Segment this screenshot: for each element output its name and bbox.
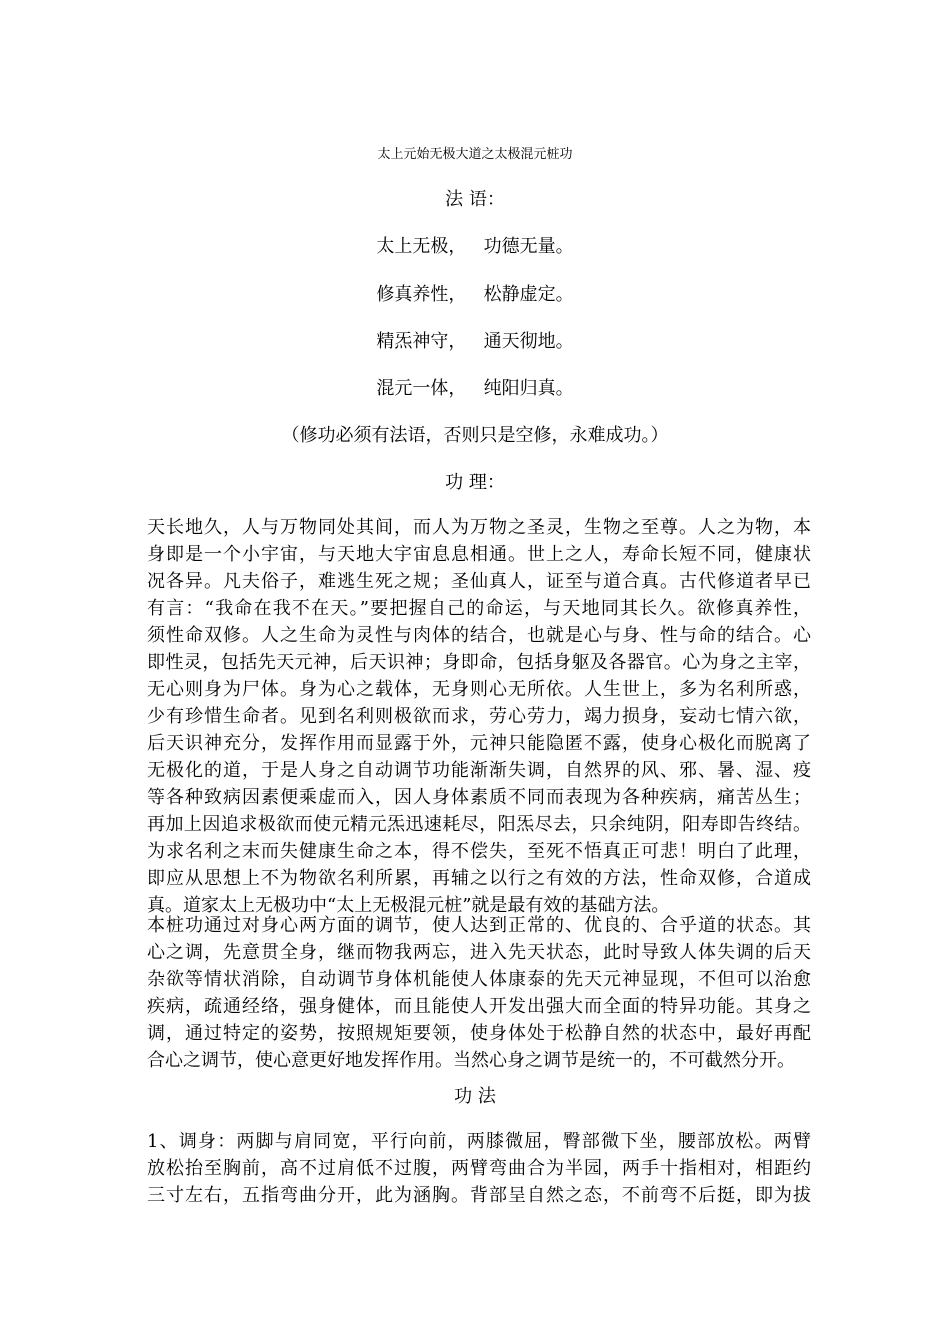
- text-line: 身即是一个小宇宙，与天地大宇宙息息相通。世上之人，寿命长短不同，健康状: [147, 544, 811, 565]
- text-line: 本桩功通过对身心两方面的调节，使人达到正常的、优良的、合乎道的状态。其: [147, 915, 811, 936]
- paragraph-method-intro: [147, 912, 811, 1074]
- note-line: （修功必须有法语，否则只是空修，永难成功。）: [281, 425, 669, 446]
- text-line: 无心则身为尸体。身为心之载体，无身则心无所依。人生世上，多为名利所惑，: [147, 679, 811, 700]
- verse-line: 混元一体， 纯阳归真。: [376, 378, 574, 399]
- paragraph-posture: [147, 1128, 811, 1209]
- text-line: 等各种致病因素便乘虚而入，因人身体素质不同而表现为各种疾病，痛苦丛生；: [147, 787, 811, 808]
- gongli-heading: 功 理：: [445, 472, 505, 493]
- text-line: 三寸左右，五指弯曲分开，此为涵胸。背部呈自然之态，不前弯不后挺，即为拔: [147, 1185, 811, 1206]
- text-line: 合心之调节，使心意更好地发挥作用。当然心身之调节是统一的，不可截然分开。: [147, 1050, 795, 1071]
- text-line: 疾病，疏通经络，强身健体，而且能使人开发出强大而全面的特异功能。其身之: [147, 996, 811, 1017]
- gongfa-heading: 功 法: [454, 1086, 496, 1107]
- text-line: 再加上因追求极欲而使元精元炁迅速耗尽，阳炁尽去，只余纯阴，阳寿即告终结。: [147, 814, 811, 835]
- text-line: 况各异。凡夫俗子，难逃生死之规；圣仙真人，证至与道合真。古代修道者早已: [147, 571, 811, 592]
- verse-line: 太上无极， 功德无量。: [376, 236, 574, 257]
- text-line: 少有珍惜生命者。见到名利则极欲而求，劳心劳力，竭力损身，妄动七情六欲，: [147, 706, 811, 727]
- text-line: 后天识神充分，发挥作用而显露于外，元神只能隐匿不露，使身心极化而脱离了: [147, 733, 811, 754]
- text-line: 有言：“我命在我不在天。”要把握自己的命运，与天地同其长久。欲修真养性，: [147, 598, 811, 619]
- text-line: 无极化的道，于是人身之自动调节功能渐渐失调，自然界的风、邪、暑、湿、疫: [147, 760, 811, 781]
- text-line: 即性灵，包括先天元神，后天识神；身即命，包括身躯及各器官。心为身之主宰，: [147, 652, 811, 673]
- text-line: 1、调身：两脚与肩同宽，平行向前，两膝微屈，臀部微下坐，腰部放松。两臂: [147, 1131, 811, 1152]
- fayu-heading: 法 语：: [445, 189, 505, 210]
- document-title: 太上元始无极大道之太极混元桩功: [377, 147, 573, 162]
- text-line: 杂欲等情状消除，自动调节身体机能使人体康泰的先天元神显现，不但可以治愈: [147, 969, 811, 990]
- text-line: 即应从思想上不为物欲名利所累，再辅之以行之有效的方法，性命双修，合道成: [147, 868, 811, 889]
- text-line: 为求名利之末而失健康生命之本，得不偿失，至死不悟真正可悲！明白了此理，: [147, 841, 811, 862]
- text-line: 调，通过特定的姿势，按照规矩要领，使身体处于松静自然的状态中，最好再配: [147, 1023, 811, 1044]
- text-line: 须性命双修。人之生命为灵性与肉体的结合，也就是心与身、性与命的结合。心: [147, 625, 811, 646]
- verse-line: 修真养性， 松静虚定。: [376, 284, 574, 305]
- paragraph-principle: [147, 514, 811, 919]
- text-line: 心之调，先意贯全身，继而物我两忘，进入先天状态，此时导致人体失调的后天: [147, 942, 811, 963]
- verse-line: 精炁神守， 通天彻地。: [376, 331, 574, 352]
- text-line: 放松抬至胸前，高不过肩低不过腹，两臂弯曲合为半园，两手十指相对，相距约: [147, 1158, 811, 1179]
- text-line: 真。道家太上无极功中“太上无极混元桩”就是最有效的基础方法。: [147, 895, 670, 916]
- text-line: 天长地久，人与万物同处其间，而人为万物之圣灵，生物之至尊。人之为物，本: [147, 517, 811, 538]
